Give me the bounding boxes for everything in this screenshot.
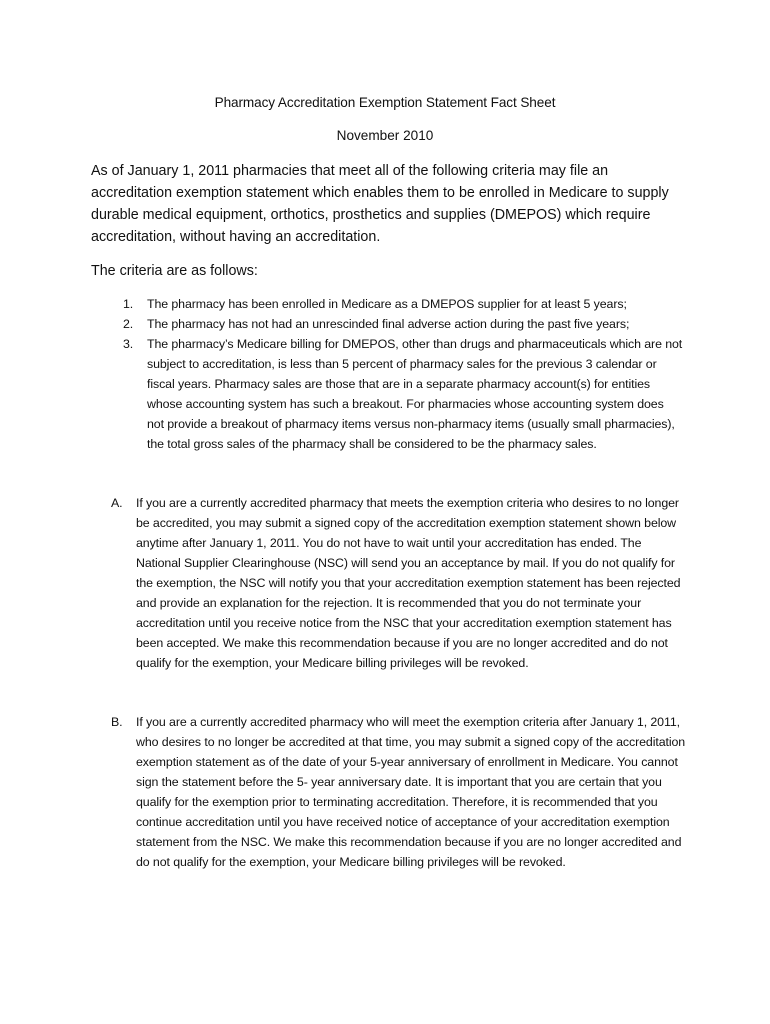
criteria-text: The pharmacy’s Medicare billing for DMEPOS, other than drugs and pharmaceuticals which are not subject to accreditation, is less than 5 percent of pharmacy sales for the previous 3 calendar or fiscal years. Pharmacy sales are those that are in a separate pharmacy account(s) for entities whose accounting system has such a breakout. For pharmacies whose accounting system does not provide a breakout of pharmacy items versus non-pharmacy items (usually small pharmacies), the total gross sales of the pharmacy shall be considered to be the pharmacy sales. (147, 337, 683, 451)
paragraph-letter: A. (111, 496, 123, 510)
paragraph-b (111, 712, 689, 872)
paragraph-letter: B. (111, 715, 123, 729)
criteria-item (123, 314, 683, 334)
document-date: November 2010 (336, 128, 434, 143)
criteria-number: 3. (123, 337, 134, 351)
criteria-text: The pharmacy has been enrolled in Medicare as a DMEPOS supplier for at least 5 years; (147, 297, 627, 311)
intro-paragraph: As of January 1, 2011 pharmacies that meet all of the following criteria may file an accreditation exemption statement which enables them to be enrolled in Medicare to supply durable medical equipment, orthotics, prosthetics and supplies (DMEPOS) which require accreditation, without having an accreditation. (91, 163, 669, 245)
criteria-number: 1. (123, 297, 134, 311)
criteria-item (123, 294, 683, 314)
paragraph-a (111, 493, 689, 673)
paragraph-text: If you are a currently accredited pharmacy who will meet the exemption criteria after January 1, 2011, who desires to no longer be accredited at that time, you may submit a signed copy of the accreditation exemption statement as of the date of your 5-year anniversary of enrollment in Medicare. You cannot sign the statement before the 5- year anniversary date. It is important that you are certain that you qualify for the exemption prior to terminating accreditation. Therefore, it is recommended that you continue accreditation until you have received notice of acceptance of your accreditation exemption statement from the NSC. We make this recommendation because if you are no longer accredited and do not qualify for the exemption, your Medicare billing privileges will be revoked. (136, 715, 686, 869)
criteria-number: 2. (123, 317, 134, 331)
criteria-item (123, 334, 683, 454)
criteria-text: The pharmacy has not had an unrescinded final adverse action during the past five years; (147, 317, 630, 331)
document-title: Pharmacy Accreditation Exemption Statement Fact Sheet (214, 95, 556, 110)
criteria-heading: The criteria are as follows: (91, 263, 258, 279)
criteria-list (123, 294, 683, 454)
paragraph-text: If you are a currently accredited pharmacy that meets the exemption criteria who desires to no longer be accredited, you may submit a signed copy of the accreditation exemption statement shown below anytime after January 1, 2011. You do not have to wait until your accreditation has ended. The National Supplier Clearinghouse (NSC) will send you an acceptance by mail. If you do not qualify for the exemption, the NSC will notify you that your accreditation exemption statement has been rejected and provide an explanation for the rejection. It is recommended that you do not terminate your accreditation until you receive notice from the NSC that your accreditation exemption statement has been accepted. We make this recommendation because if you are no longer accredited and do not qualify for the exemption, your Medicare billing privileges will be revoked. (136, 496, 681, 670)
